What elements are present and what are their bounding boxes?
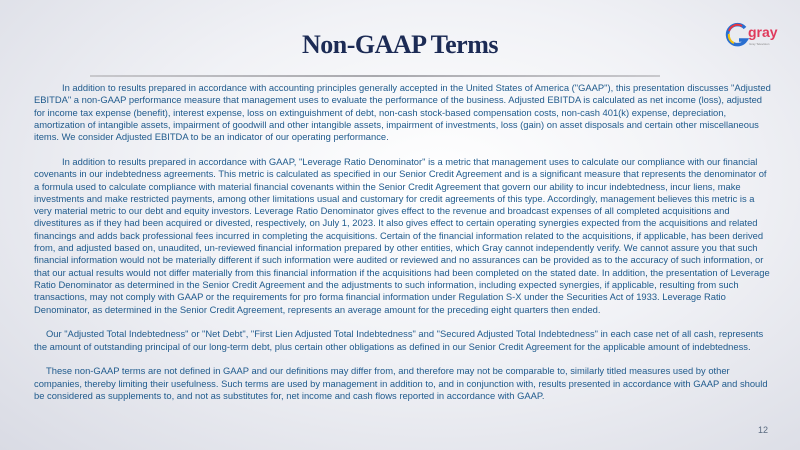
- gray-logo-mark-icon: [725, 22, 749, 48]
- slide-body: [34, 82, 772, 415]
- logo-wordmark: gray: [748, 24, 778, 40]
- page-number: 12: [758, 425, 769, 435]
- slide-title: Non-GAAP Terms: [302, 30, 498, 59]
- logo-tagline: Gray Television: [749, 42, 770, 46]
- title-divider: [90, 75, 660, 77]
- gray-logo: [725, 22, 785, 52]
- paragraph-leverage-ratio: In addition to results prepared in accordance with GAAP, "Leverage Ratio Denominator" is a metric that management uses to calculate our compliance with our financial covenants in our indebtedness agreements. This metric is calculated as specified in our Senior Credit Agreement and is a significant measure that represents the denominator of a formula used to calculate compliance with material financial covenants within the Senior Credit Agreement that govern our ability to incur indebtedness, incur liens, make investments and make restricted payments, among other limitations usual and customary for credit agreements of this type. Accordingly, management believes this metric is a very material metric to our debt and equity investors. Leverage Ratio Denominator gives effect to the revenue and broadcast expenses of all completed acquisitions and divestitures as if they had been acquired or divested, respectively, on July 1, 2023. It also gives effect to certain operating synergies expected from the acquisitions and related financings and adds back professional fees incurred in completing the acquisitions. Certain of the financial information related to the acquisitions, if applicable, has been derived from, and adjusted based on, unaudited, un-reviewed financial information prepared by other entities, which Gray cannot independently verify. We cannot assure you that such financial information would not be materially different if such information were audited or reviewed and no assurances can be provided as to the accuracy of such information, or that our actual results would not differ materially from this financial information if the acquisitions had been completed on the stated date. In addition, the presentation of Leverage Ratio Denominator as determined in the Senior Credit Agreement and the adjustments to such information, including expected synergies, if applicable, resulting from such transactions, may not comply with GAAP or the requirements for pro forma financial information under Regulation S-X under the Securities Act of 1933. Leverage Ratio Denominator, as determined in the Senior Credit Agreement, represents an average amount for the preceding eight quarters then ended.: [34, 155, 770, 315]
- paragraph-disclaimer: These non-GAAP terms are not defined in GAAP and our definitions may differ from, and therefore may not be comparable to, similarly titled measures used by other companies, thereby limiting their usefulness. Such terms are used by management in addition to, and in conjunction with, results presented in accordance with GAAP and should be considered as supplements to, and not as substitutes for, net income and cash flows reported in accordance with GAAP.: [34, 365, 768, 402]
- paragraph-indebtedness: Our "Adjusted Total Indebtedness" or "Net Debt", "First Lien Adjusted Total Indebtedness" and "Secured Adjusted Total Indebtedness" in each case net of all cash, represents the amount of outstanding principal of our long-term debt, plus certain other obligations as defined in our Senior Credit Agreement for the applicable amount of indebtedness.: [34, 328, 764, 352]
- paragraph-adjusted-ebitda: In addition to results prepared in accordance with accounting principles generally accepted in the United States of America ("GAAP"), this presentation discusses "Adjusted EBITDA" a non-GAAP performance measure that management uses to evaluate the performance of the business. Adjusted EBITDA is calculated as net income (loss), adjusted for income tax expense (benefit), interest expense, loss on extinguishment of debt, non-cash stock-based compensation costs, non-cash 401(k) expense, depreciation, amortization of intangible assets, impairment of goodwill and other intangible assets, impairment of investments, loss (gain) on asset disposals and certain other miscellaneous items. We consider Adjusted EBITDA to be an indicator of our operating performance.: [34, 82, 771, 143]
